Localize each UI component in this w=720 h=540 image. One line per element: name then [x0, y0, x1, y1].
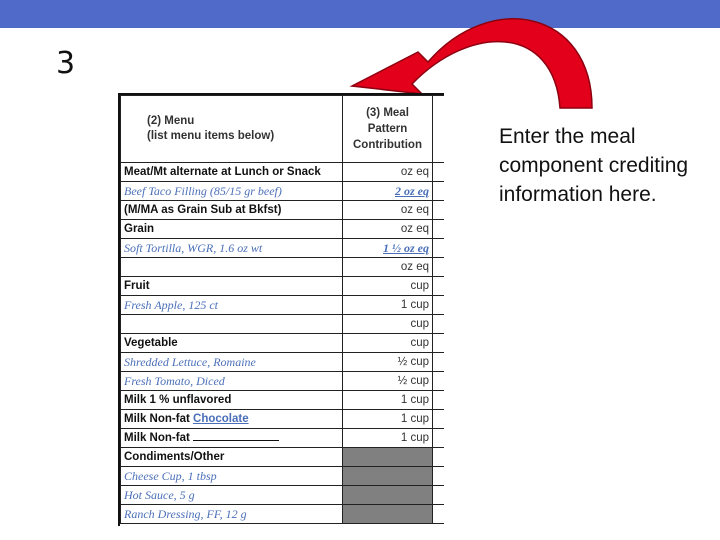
- table-row: [121, 277, 445, 296]
- row-qty: 1 cup: [343, 429, 433, 448]
- menu-column-header: (2) Menu (list menu items below): [121, 96, 343, 163]
- table-row: [121, 353, 445, 372]
- row-label: Ranch Dressing, FF, 12 g: [121, 505, 343, 524]
- row-qty: oz eq: [343, 201, 433, 220]
- row-label-main: Milk Non-fat: [124, 432, 190, 444]
- row-qty: 1 cup: [343, 410, 433, 429]
- row-qty: cup: [343, 315, 433, 334]
- table-row: [121, 239, 445, 258]
- table-row: [121, 448, 445, 467]
- row-qty: cup: [343, 277, 433, 296]
- table-row: [121, 429, 445, 448]
- row-qty: 2 oz eq: [343, 182, 433, 201]
- shaded-cell: [343, 505, 433, 524]
- row-label: Fresh Tomato, Diced: [121, 372, 343, 391]
- row-label: [121, 315, 343, 334]
- row-label: Meat/Mt alternate at Lunch or Snack: [121, 163, 343, 182]
- table-row: [121, 315, 445, 334]
- table-row: [121, 334, 445, 353]
- table-row: [121, 505, 445, 524]
- row-qty: ½ cup: [343, 353, 433, 372]
- table-row: [121, 467, 445, 486]
- table-row: [121, 220, 445, 239]
- row-label: Beef Taco Filling (85/15 gr beef): [121, 182, 343, 201]
- row-qty: 1 cup: [343, 296, 433, 315]
- row-label: (M/MA as Grain Sub at Bkfst): [121, 201, 343, 220]
- row-label: Soft Tortilla, WGR, 1.6 oz wt: [121, 239, 343, 258]
- row-label-sub: Chocolate: [193, 412, 249, 425]
- table-row: [121, 372, 445, 391]
- row-qty: 1 ½ oz eq: [343, 239, 433, 258]
- extra-column-header: [433, 96, 445, 163]
- row-qty: oz eq: [343, 258, 433, 277]
- row-label: [121, 258, 343, 277]
- row-label: Grain: [121, 220, 343, 239]
- table-row: [121, 258, 445, 277]
- row-qty: cup: [343, 334, 433, 353]
- row-label: Cheese Cup, 1 tbsp: [121, 467, 343, 486]
- table-row: [121, 486, 445, 505]
- table-row: [121, 391, 445, 410]
- contribution-column-header: (3) Meal Pattern Contribution: [343, 96, 433, 163]
- shaded-cell: [343, 467, 433, 486]
- row-label: Fresh Apple, 125 ct: [121, 296, 343, 315]
- row-qty: oz eq: [343, 220, 433, 239]
- row-label: [121, 429, 343, 448]
- row-label: Condiments/Other: [121, 448, 343, 467]
- shaded-cell: [343, 486, 433, 505]
- table-row: [121, 410, 445, 429]
- row-qty: 1 cup: [343, 391, 433, 410]
- row-label-main: Milk Non-fat: [124, 412, 190, 425]
- row-label: [121, 410, 343, 429]
- table-row: [121, 201, 445, 220]
- table-row: [121, 163, 445, 182]
- slide-number: 3: [56, 46, 76, 81]
- row-label: Milk 1 % unflavored: [121, 391, 343, 410]
- row-qty: ½ cup: [343, 372, 433, 391]
- table-row: [121, 182, 445, 201]
- row-label: Shredded Lettuce, Romaine: [121, 353, 343, 372]
- blank-fill-line: [193, 429, 279, 441]
- table-header-row: [121, 96, 445, 163]
- table-row: [121, 296, 445, 315]
- meal-pattern-table: [118, 93, 444, 526]
- row-qty: oz eq: [343, 163, 433, 182]
- shaded-cell: [343, 448, 433, 467]
- row-label: Fruit: [121, 277, 343, 296]
- row-label: Vegetable: [121, 334, 343, 353]
- instruction-text: Enter the meal component crediting information here.: [499, 125, 689, 206]
- row-label: Hot Sauce, 5 g: [121, 486, 343, 505]
